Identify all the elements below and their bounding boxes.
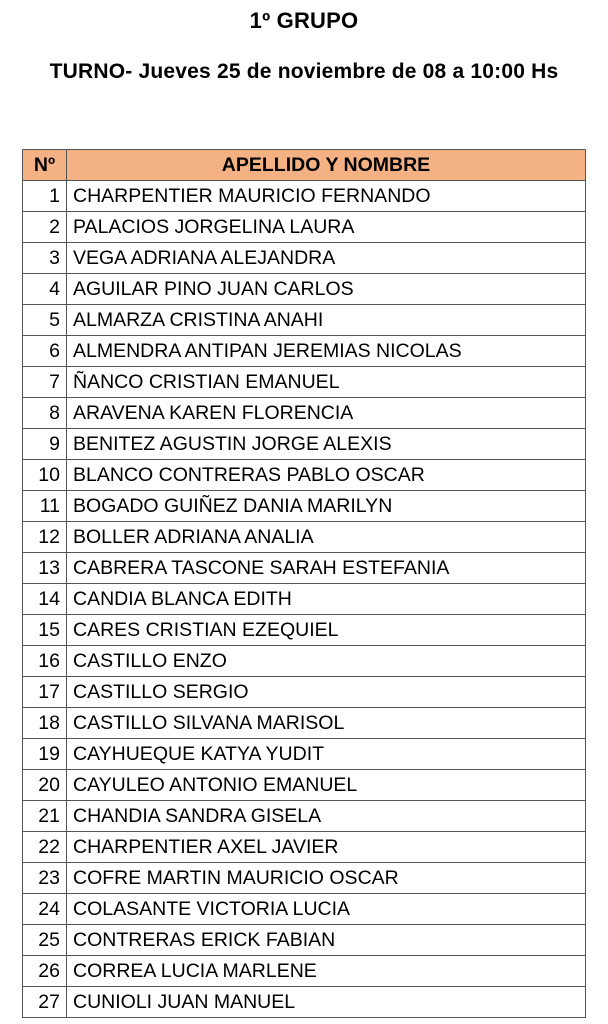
table-row	[23, 522, 586, 553]
table-row	[23, 305, 586, 336]
table-row	[23, 212, 586, 243]
row-number: 9	[23, 429, 67, 460]
table-row	[23, 336, 586, 367]
table-body	[23, 181, 586, 1018]
table-row	[23, 615, 586, 646]
row-name: BLANCO CONTRERAS PABLO OSCAR	[67, 460, 586, 491]
row-number: 24	[23, 894, 67, 925]
table-row	[23, 708, 586, 739]
row-name: CORREA LUCIA MARLENE	[67, 956, 586, 987]
header-name: APELLIDO Y NOMBRE	[67, 150, 586, 181]
row-name: VEGA ADRIANA ALEJANDRA	[67, 243, 586, 274]
group-heading: 1º GRUPO	[249, 8, 359, 33]
table-row	[23, 491, 586, 522]
row-name: ARAVENA KAREN FLORENCIA	[67, 398, 586, 429]
row-name: ÑANCO CRISTIAN EMANUEL	[67, 367, 586, 398]
header-number: Nº	[23, 150, 67, 181]
row-number: 13	[23, 553, 67, 584]
row-name: COFRE MARTIN MAURICIO OSCAR	[67, 863, 586, 894]
row-name: CASTILLO ENZO	[67, 646, 586, 677]
row-number: 11	[23, 491, 67, 522]
row-name: PALACIOS JORGELINA LAURA	[67, 212, 586, 243]
row-name: CANDIA BLANCA EDITH	[67, 584, 586, 615]
table-row	[23, 770, 586, 801]
row-name: CASTILLO SILVANA MARISOL	[67, 708, 586, 739]
row-number: 22	[23, 832, 67, 863]
row-name: AGUILAR PINO JUAN CARLOS	[67, 274, 586, 305]
participants-table	[22, 149, 586, 1018]
table-row	[23, 398, 586, 429]
table-row	[23, 677, 586, 708]
row-number: 2	[23, 212, 67, 243]
row-number: 1	[23, 181, 67, 212]
row-name: CONTRERAS ERICK FABIAN	[67, 925, 586, 956]
table-row	[23, 801, 586, 832]
row-number: 17	[23, 677, 67, 708]
row-name: ALMARZA CRISTINA ANAHI	[67, 305, 586, 336]
row-number: 19	[23, 739, 67, 770]
row-number: 23	[23, 863, 67, 894]
table-row	[23, 894, 586, 925]
row-name: CASTILLO SERGIO	[67, 677, 586, 708]
table-row	[23, 646, 586, 677]
row-number: 6	[23, 336, 67, 367]
row-name: CUNIOLI JUAN MANUEL	[67, 987, 586, 1018]
row-number: 4	[23, 274, 67, 305]
table-row	[23, 243, 586, 274]
row-number: 18	[23, 708, 67, 739]
table-row	[23, 429, 586, 460]
row-number: 8	[23, 398, 67, 429]
row-name: BOGADO GUIÑEZ DANIA MARILYN	[67, 491, 586, 522]
table-row	[23, 863, 586, 894]
row-number: 14	[23, 584, 67, 615]
row-name: BENITEZ AGUSTIN JORGE ALEXIS	[67, 429, 586, 460]
table-row	[23, 460, 586, 491]
shift-heading: TURNO- Jueves 25 de noviembre de 08 a 10:00 Hs	[49, 60, 559, 83]
row-name: CAYHUEQUE KATYA YUDIT	[67, 739, 586, 770]
row-number: 26	[23, 956, 67, 987]
table-row	[23, 739, 586, 770]
row-name: CHANDIA SANDRA GISELA	[67, 801, 586, 832]
table-row	[23, 925, 586, 956]
row-number: 10	[23, 460, 67, 491]
row-number: 20	[23, 770, 67, 801]
table-row	[23, 274, 586, 305]
row-number: 5	[23, 305, 67, 336]
table-header-row	[23, 150, 586, 181]
table-row	[23, 181, 586, 212]
row-name: ALMENDRA ANTIPAN JEREMIAS NICOLAS	[67, 336, 586, 367]
row-number: 15	[23, 615, 67, 646]
row-name: CHARPENTIER AXEL JAVIER	[67, 832, 586, 863]
row-number: 3	[23, 243, 67, 274]
row-name: BOLLER ADRIANA ANALIA	[67, 522, 586, 553]
table-row	[23, 584, 586, 615]
row-number: 25	[23, 925, 67, 956]
table-row	[23, 956, 586, 987]
row-number: 27	[23, 987, 67, 1018]
row-number: 21	[23, 801, 67, 832]
row-number: 16	[23, 646, 67, 677]
table-row	[23, 367, 586, 398]
row-number: 7	[23, 367, 67, 398]
table-row	[23, 832, 586, 863]
table-row	[23, 553, 586, 584]
row-name: CHARPENTIER MAURICIO FERNANDO	[67, 181, 586, 212]
row-name: CARES CRISTIAN EZEQUIEL	[67, 615, 586, 646]
row-name: CAYULEO ANTONIO EMANUEL	[67, 770, 586, 801]
table-row	[23, 987, 586, 1018]
row-name: CABRERA TASCONE SARAH ESTEFANIA	[67, 553, 586, 584]
row-name: COLASANTE VICTORIA LUCIA	[67, 894, 586, 925]
row-number: 12	[23, 522, 67, 553]
